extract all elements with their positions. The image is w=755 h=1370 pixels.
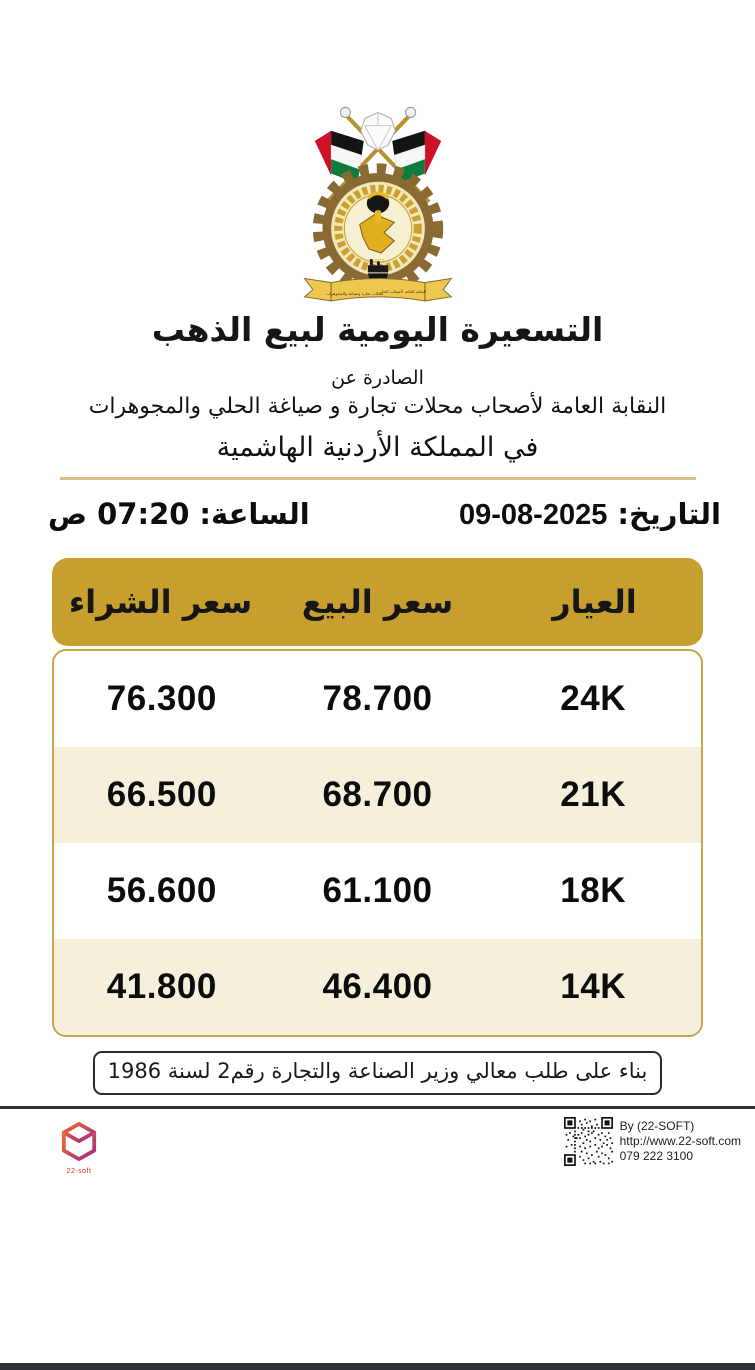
kingdom-line: في المملكة الأردنية الهاشمية bbox=[216, 431, 539, 463]
jordan-flag-left-icon bbox=[314, 131, 363, 184]
column-header-sell: سعر البيع bbox=[301, 582, 454, 621]
decree-note: بناء على طلب معالي وزير الصناعة والتجارة رقم2 لسنة 1986 bbox=[93, 1051, 663, 1095]
table-row bbox=[54, 747, 701, 843]
ribbon-text-left: محلات تجارة وصياغة والمجوهرات bbox=[325, 290, 383, 296]
cube-logo-icon bbox=[60, 1121, 98, 1163]
buy-price-cell: 66.500 bbox=[106, 774, 217, 814]
time-label: الساعة: bbox=[199, 497, 310, 532]
buy-price-cell: 76.300 bbox=[106, 678, 217, 718]
brand-label: 22-soft bbox=[66, 1168, 92, 1176]
issued-by-line: الصادرة عن bbox=[331, 366, 424, 389]
sell-price-cell: 68.700 bbox=[322, 774, 433, 814]
table-row bbox=[54, 651, 701, 747]
time-value: 07:20 ص bbox=[48, 497, 190, 532]
column-header-karat: العيار bbox=[552, 582, 637, 621]
price-table bbox=[52, 558, 703, 1037]
syndicate-emblem-icon bbox=[296, 90, 460, 306]
syndicate-name: النقابة العامة لأصحاب محلات تجارة و صياغة الحلي والمجوهرات bbox=[88, 394, 667, 420]
table-row bbox=[54, 939, 701, 1035]
price-table-header bbox=[52, 558, 703, 646]
medallion bbox=[331, 182, 425, 276]
gold-divider bbox=[60, 477, 696, 480]
buy-price-cell: 56.600 bbox=[106, 870, 217, 910]
footer-brand bbox=[57, 1121, 101, 1175]
page-title: التسعيرة اليومية لبيع الذهب bbox=[151, 310, 604, 349]
bulletin-page bbox=[0, 90, 755, 1199]
datetime-row bbox=[0, 497, 755, 532]
table-row bbox=[54, 843, 701, 939]
sell-price-cell: 78.700 bbox=[322, 678, 433, 718]
karat-cell: 21K bbox=[560, 774, 627, 814]
price-table-body bbox=[52, 649, 703, 1037]
ribbon-banner bbox=[304, 273, 451, 301]
karat-cell: 18K bbox=[560, 870, 627, 910]
footer-credit bbox=[564, 1117, 741, 1166]
sell-price-cell: 46.400 bbox=[322, 966, 433, 1006]
bottom-bar bbox=[0, 1363, 755, 1370]
pole-finial bbox=[405, 107, 415, 117]
emblem-year: 1972 bbox=[371, 259, 384, 266]
diamond-icon bbox=[360, 112, 395, 150]
time-group bbox=[48, 497, 310, 531]
credit-phone: 079 222 3100 bbox=[619, 1149, 694, 1164]
qr-code-icon bbox=[564, 1117, 613, 1166]
credit-url: http://www.22-soft.com bbox=[619, 1134, 741, 1149]
date-value: 09-08-2025 bbox=[459, 498, 608, 531]
footer bbox=[0, 1109, 755, 1199]
buy-price-cell: 41.800 bbox=[106, 966, 217, 1006]
date-group bbox=[459, 497, 721, 532]
date-label: التاريخ: bbox=[617, 496, 721, 531]
karat-cell: 14K bbox=[560, 966, 627, 1006]
karat-cell: 24K bbox=[560, 678, 627, 718]
sell-price-cell: 61.100 bbox=[322, 870, 433, 910]
ribbon-text-right: النقابة العامة لأصحاب الحلي bbox=[378, 288, 426, 294]
credit-by: By (22-SOFT) bbox=[619, 1119, 695, 1134]
pole-finial bbox=[340, 107, 350, 117]
column-header-buy: سعر الشراء bbox=[68, 582, 253, 621]
credit-text bbox=[620, 1117, 741, 1164]
